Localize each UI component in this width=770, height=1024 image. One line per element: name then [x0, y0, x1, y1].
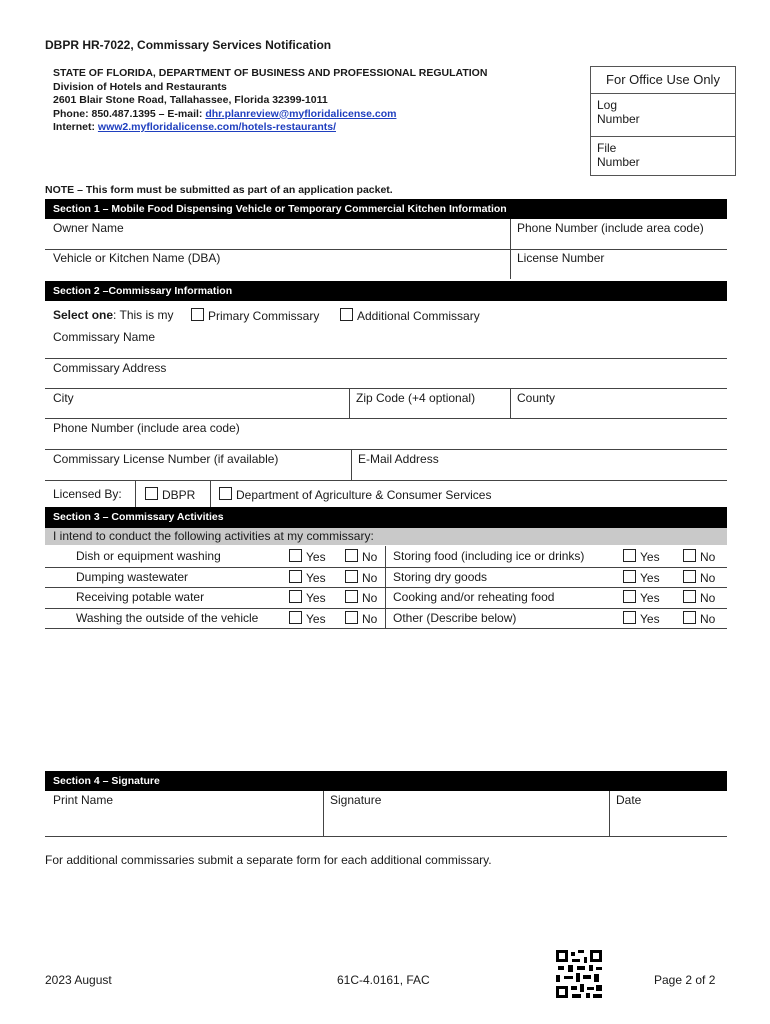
website-link[interactable]: www2.myfloridalicense.com/hotels-restaurants/: [97, 121, 336, 133]
divider: [45, 388, 727, 389]
activity-yes-option-label: Yes: [640, 550, 660, 564]
activity-no-option[interactable]: [345, 570, 377, 585]
divider: [210, 481, 211, 507]
activity-label: Storing dry goods: [393, 570, 488, 584]
activity-yes-option[interactable]: [623, 590, 660, 605]
divider: [385, 546, 386, 629]
dbpr-option[interactable]: [145, 487, 195, 502]
activity-yes-option-checkbox[interactable]: [623, 570, 636, 583]
zip-code-field[interactable]: Zip Code (+4 optional): [356, 391, 476, 405]
activity-row-divider: [45, 628, 727, 629]
activity-yes-option[interactable]: [623, 549, 660, 564]
commissary-phone-field[interactable]: Phone Number (include area code): [53, 421, 240, 435]
activity-row-divider: [45, 567, 727, 568]
select-one-label: Select one: [53, 308, 114, 322]
activity-yes-option-label: Yes: [306, 591, 326, 605]
owner-name-field[interactable]: Owner Name: [53, 221, 124, 235]
activity-yes-option[interactable]: [289, 570, 326, 585]
activity-no-option[interactable]: [345, 549, 377, 564]
activity-no-option[interactable]: [683, 570, 715, 585]
dacs-label: Department of Agriculture & Consumer Services: [236, 488, 492, 502]
activity-no-option-checkbox[interactable]: [683, 570, 696, 583]
email-link[interactable]: dhr.planreview@myfloridalicense.com: [205, 107, 397, 120]
activities-intro: I intend to conduct the following activities at my commissary:: [45, 528, 727, 545]
county-field[interactable]: County: [517, 391, 556, 405]
licensed-by-label: Licensed By:: [53, 487, 122, 501]
divider: [45, 249, 727, 250]
office-use-box: [590, 66, 736, 176]
commissary-name-field[interactable]: Commissary Name: [53, 330, 156, 344]
activity-yes-option[interactable]: [623, 611, 660, 626]
dacs-checkbox[interactable]: [219, 487, 232, 500]
activity-label: Dish or equipment washing: [76, 549, 221, 563]
activity-no-option-label: No: [700, 550, 716, 564]
agency-address: 2601 Blair Stone Road, Tallahassee, Florida 32399-1011: [53, 94, 328, 106]
select-rest-label: : This is my: [113, 308, 174, 322]
commissary-license-field[interactable]: Commissary License Number (if available): [53, 452, 279, 466]
activity-no-option-label: No: [700, 571, 716, 585]
log-label-2: Number: [597, 112, 640, 126]
activity-no-option[interactable]: [345, 590, 377, 605]
internet-label: Internet:: [53, 121, 98, 133]
agency-website: [53, 121, 487, 135]
activity-yes-option-checkbox[interactable]: [623, 549, 636, 562]
footer-rule: 61C-4.0161, FAC: [337, 973, 430, 987]
form-title: DBPR HR-7022, Commissary Services Notification: [45, 38, 332, 52]
activity-no-option-label: No: [362, 591, 378, 605]
vehicle-name-field[interactable]: Vehicle or Kitchen Name (DBA): [53, 251, 221, 265]
activity-yes-option[interactable]: [289, 611, 326, 626]
signature-field[interactable]: Signature: [330, 793, 382, 807]
activity-row-divider: [45, 608, 727, 609]
activity-no-option[interactable]: [345, 611, 377, 626]
activity-yes-option-label: Yes: [640, 571, 660, 585]
activity-yes-option-label: Yes: [640, 591, 660, 605]
section4-heading: Section 4 – Signature: [45, 771, 727, 791]
submission-note: NOTE – This form must be submitted as part of an application packet.: [45, 184, 393, 196]
activity-no-option-label: No: [362, 612, 378, 626]
log-label-1: Log: [597, 98, 618, 112]
print-name-field[interactable]: Print Name: [53, 793, 114, 807]
activity-yes-option-checkbox[interactable]: [289, 590, 302, 603]
activity-yes-option[interactable]: [289, 590, 326, 605]
select-commissary-type: [53, 308, 173, 322]
divider: [45, 358, 727, 359]
activity-label: Dumping wastewater: [76, 570, 189, 584]
divider: [45, 480, 727, 481]
activity-label: Washing the outside of the vehicle: [76, 611, 259, 625]
phone-email-label: Phone: 850.487.1395 – E-mail:: [53, 107, 206, 120]
primary-commissary-option[interactable]: [191, 308, 319, 323]
divider: [135, 481, 136, 507]
activity-no-option-label: No: [362, 550, 378, 564]
activity-label: Other (Describe below): [393, 611, 517, 625]
activity-no-option[interactable]: [683, 549, 715, 564]
activity-label: Storing food (including ice or drinks): [393, 549, 585, 563]
division-name: Division of Hotels and Restaurants: [53, 80, 227, 93]
email-address-field[interactable]: E-Mail Address: [358, 452, 439, 466]
file-label-2: Number: [597, 155, 640, 169]
agency-name: STATE OF FLORIDA, DEPARTMENT OF BUSINESS AND PROFESSIONAL REGULATION: [53, 67, 488, 79]
activity-no-option[interactable]: [683, 611, 715, 626]
license-number-field[interactable]: License Number: [517, 251, 605, 265]
activity-row-divider: [45, 587, 727, 588]
divider: [45, 418, 727, 419]
additional-commissary-label: Additional Commissary: [357, 309, 480, 323]
activity-yes-option-checkbox[interactable]: [289, 570, 302, 583]
activity-yes-option[interactable]: [623, 570, 660, 585]
owner-phone-field[interactable]: Phone Number (include area code): [517, 221, 704, 235]
divider: [609, 791, 610, 837]
section3-heading: Section 3 – Commissary Activities: [45, 507, 727, 528]
activity-no-option-label: No: [362, 571, 378, 585]
activity-yes-option-checkbox[interactable]: [289, 611, 302, 624]
divider: [349, 389, 350, 418]
activity-no-option-checkbox[interactable]: [345, 570, 358, 583]
activity-yes-option-label: Yes: [306, 550, 326, 564]
divider: [45, 449, 727, 450]
divider: [323, 791, 324, 837]
agency-contact: [53, 108, 487, 122]
activity-no-option-checkbox[interactable]: [345, 611, 358, 624]
activity-no-option-checkbox[interactable]: [683, 611, 696, 624]
activity-yes-option-checkbox[interactable]: [289, 549, 302, 562]
divider: [351, 450, 352, 480]
date-field[interactable]: Date: [616, 793, 642, 807]
activity-no-option-checkbox[interactable]: [345, 549, 358, 562]
dbpr-checkbox[interactable]: [145, 487, 158, 500]
commissary-address-field[interactable]: Commissary Address: [53, 361, 167, 375]
activity-label: Receiving potable water: [76, 590, 205, 604]
dbpr-label: DBPR: [162, 488, 196, 502]
office-use-heading: For Office Use Only: [591, 67, 735, 94]
file-label-1: File: [597, 141, 617, 155]
activity-no-option-label: No: [700, 612, 716, 626]
city-field[interactable]: City: [53, 391, 74, 405]
activity-no-option-checkbox[interactable]: [345, 590, 358, 603]
activity-no-option-label: No: [700, 591, 716, 605]
activity-yes-option-checkbox[interactable]: [623, 611, 636, 624]
activity-no-option[interactable]: [683, 590, 715, 605]
additional-commissary-option[interactable]: [340, 308, 480, 323]
activity-no-option-checkbox[interactable]: [683, 549, 696, 562]
activity-no-option-checkbox[interactable]: [683, 590, 696, 603]
additional-commissary-note: For additional commissaries submit a separate form for each additional commissary.: [45, 853, 492, 867]
section1-heading: Section 1 – Mobile Food Dispensing Vehicle or Temporary Commercial Kitchen Information: [45, 199, 727, 219]
page-number: Page 2 of 2: [654, 973, 716, 987]
agency-block: [53, 67, 487, 135]
activity-yes-option-label: Yes: [306, 571, 326, 585]
activity-yes-option-checkbox[interactable]: [623, 590, 636, 603]
primary-commissary-checkbox[interactable]: [191, 308, 204, 321]
footer-date: 2023 August: [45, 973, 112, 987]
divider: [45, 836, 727, 837]
dacs-option[interactable]: [219, 487, 491, 502]
additional-commissary-checkbox[interactable]: [340, 308, 353, 321]
primary-commissary-label: Primary Commissary: [208, 309, 320, 323]
activity-label: Cooking and/or reheating food: [393, 590, 555, 604]
section2-heading: Section 2 –Commissary Information: [45, 281, 727, 301]
activity-yes-option-label: Yes: [306, 612, 326, 626]
log-number-field: [591, 94, 735, 136]
file-number-field: [591, 136, 735, 178]
barcode-icon: [556, 950, 602, 998]
activity-yes-option[interactable]: [289, 549, 326, 564]
divider: [510, 389, 511, 418]
activity-yes-option-label: Yes: [640, 612, 660, 626]
